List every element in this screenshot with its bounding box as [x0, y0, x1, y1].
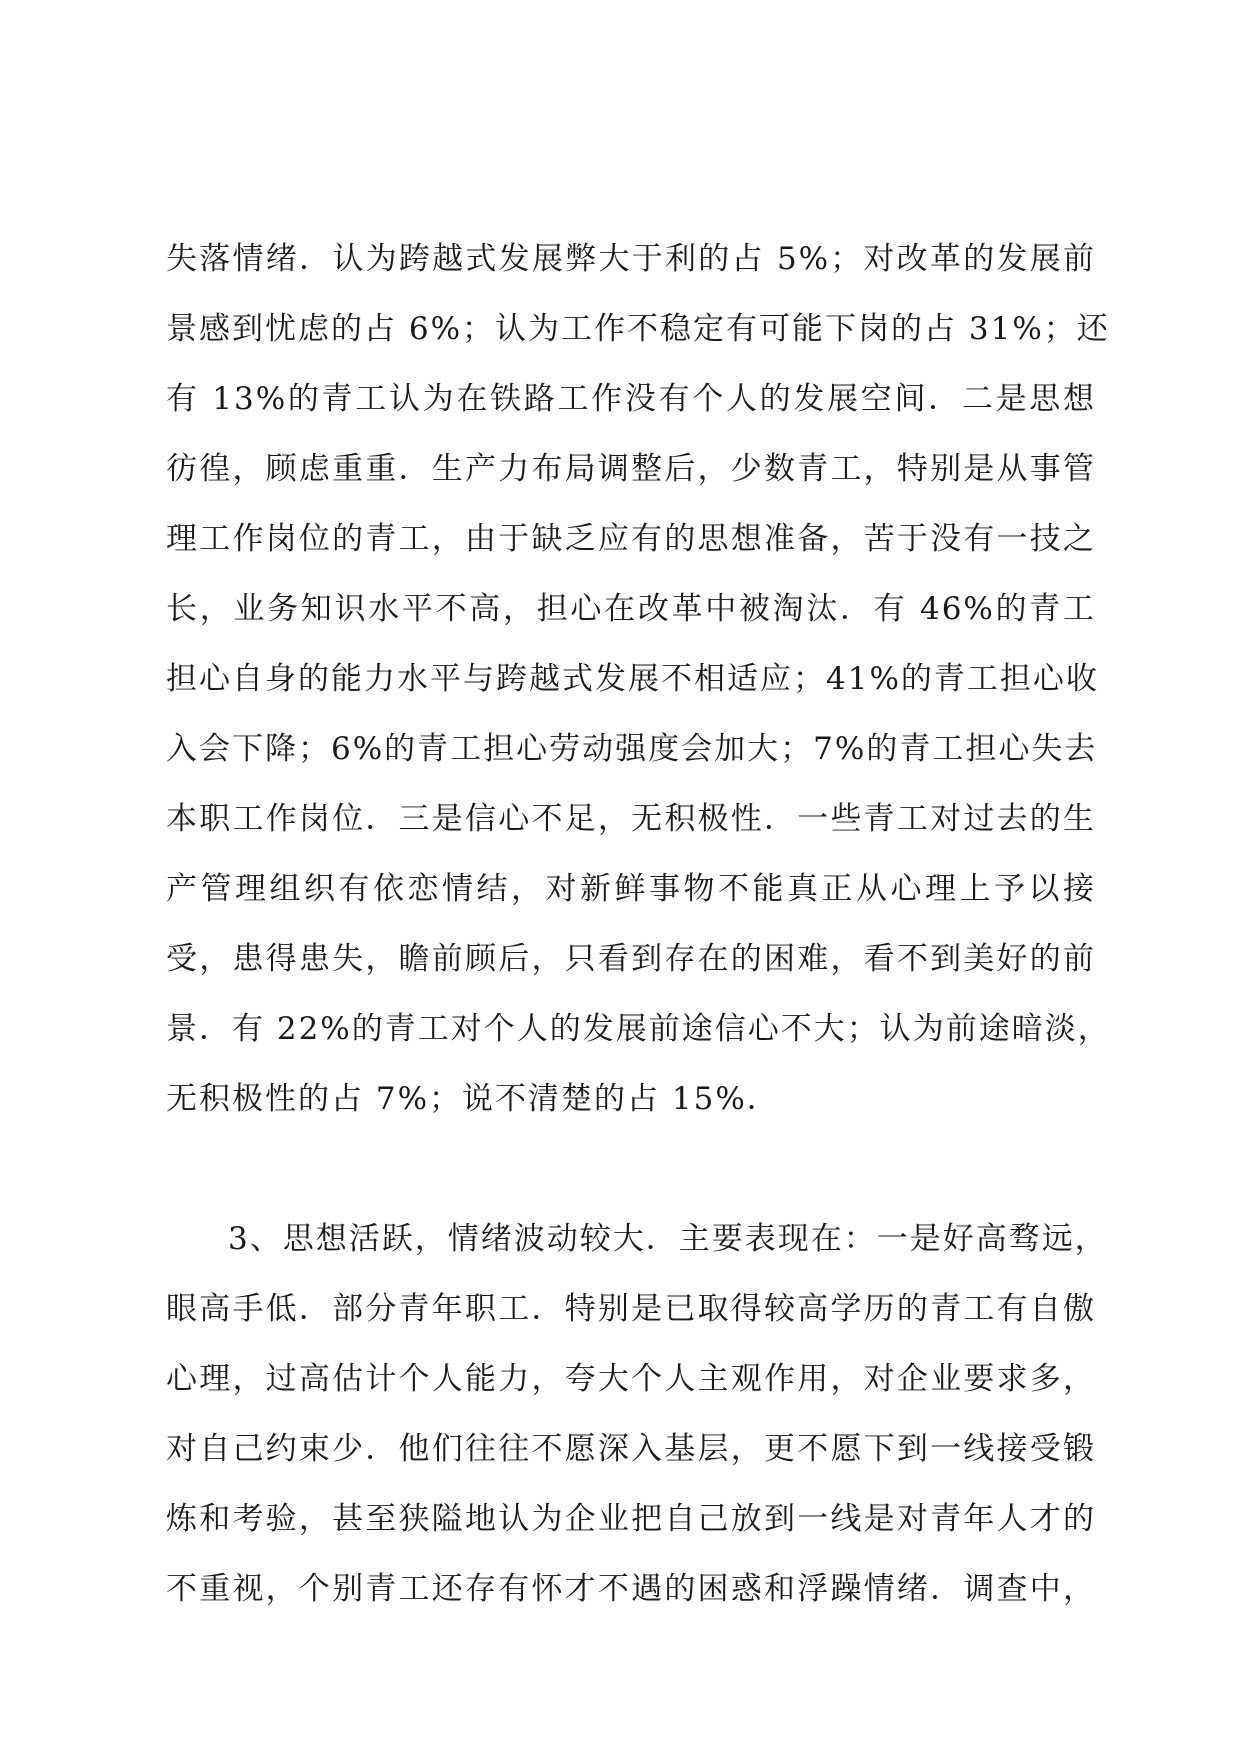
- text-line-first: 3、思想活跃，情绪波动较大．主要表现在：一是好高骛远，: [228, 1221, 1108, 1257]
- text-line: 理工作岗位的青工，由于缺乏应有的思想准备，苦于没有一技之: [166, 521, 1096, 557]
- document-body: [166, 224, 1111, 1624]
- text-line: 彷徨，顾虑重重．生产力布局调整后，少数青工，特别是从事管: [166, 451, 1096, 487]
- paragraph-2: [166, 1204, 1108, 1624]
- paragraph-gap: [166, 1134, 1096, 1204]
- text-line: 对自己约束少．他们往往不愿深入基层，更不愿下到一线接受锻: [166, 1431, 1096, 1467]
- text-line: 景感到忧虑的占 6%；认为工作不稳定有可能下岗的占 31%；还: [166, 311, 1110, 347]
- text-line: 受，患得患失，瞻前顾后，只看到存在的困难，看不到美好的前: [166, 941, 1096, 977]
- text-line: 本职工作岗位．三是信心不足，无积极性．一些青工对过去的生: [166, 801, 1096, 837]
- text-line: 产管理组织有依恋情结，对新鲜事物不能真正从心理上予以接: [166, 871, 1096, 907]
- text-line: 不重视，个别青工还存有怀才不遇的困惑和浮躁情绪．调查中，: [166, 1571, 1096, 1607]
- text-line-last: 无积极性的占 7%；说不清楚的占 15%．: [166, 1081, 780, 1117]
- text-line: 景．有 22%的青工对个人的发展前途信心不大；认为前途暗淡，: [166, 1011, 1111, 1047]
- text-line: 失落情绪．认为跨越式发展弊大于利的占 5%；对改革的发展前: [166, 241, 1096, 277]
- text-line: 心理，过高估计个人能力，夸大个人主观作用，对企业要求多，: [166, 1361, 1096, 1397]
- text-line: 有 13%的青工认为在铁路工作没有个人的发展空间．二是思想: [166, 381, 1096, 417]
- text-line: 长，业务知识水平不高，担心在改革中被淘汰．有 46%的青工: [166, 591, 1096, 627]
- text-line: 炼和考验，甚至狭隘地认为企业把自己放到一线是对青年人才的: [166, 1501, 1096, 1537]
- text-line: 眼高手低．部分青年职工．特别是已取得较高学历的青工有自傲: [166, 1291, 1096, 1327]
- paragraph-1: [166, 224, 1111, 1134]
- text-line: 担心自身的能力水平与跨越式发展不相适应；41%的青工担心收: [166, 661, 1099, 697]
- text-line: 入会下降；6%的青工担心劳动强度会加大；7%的青工担心失去: [166, 731, 1098, 767]
